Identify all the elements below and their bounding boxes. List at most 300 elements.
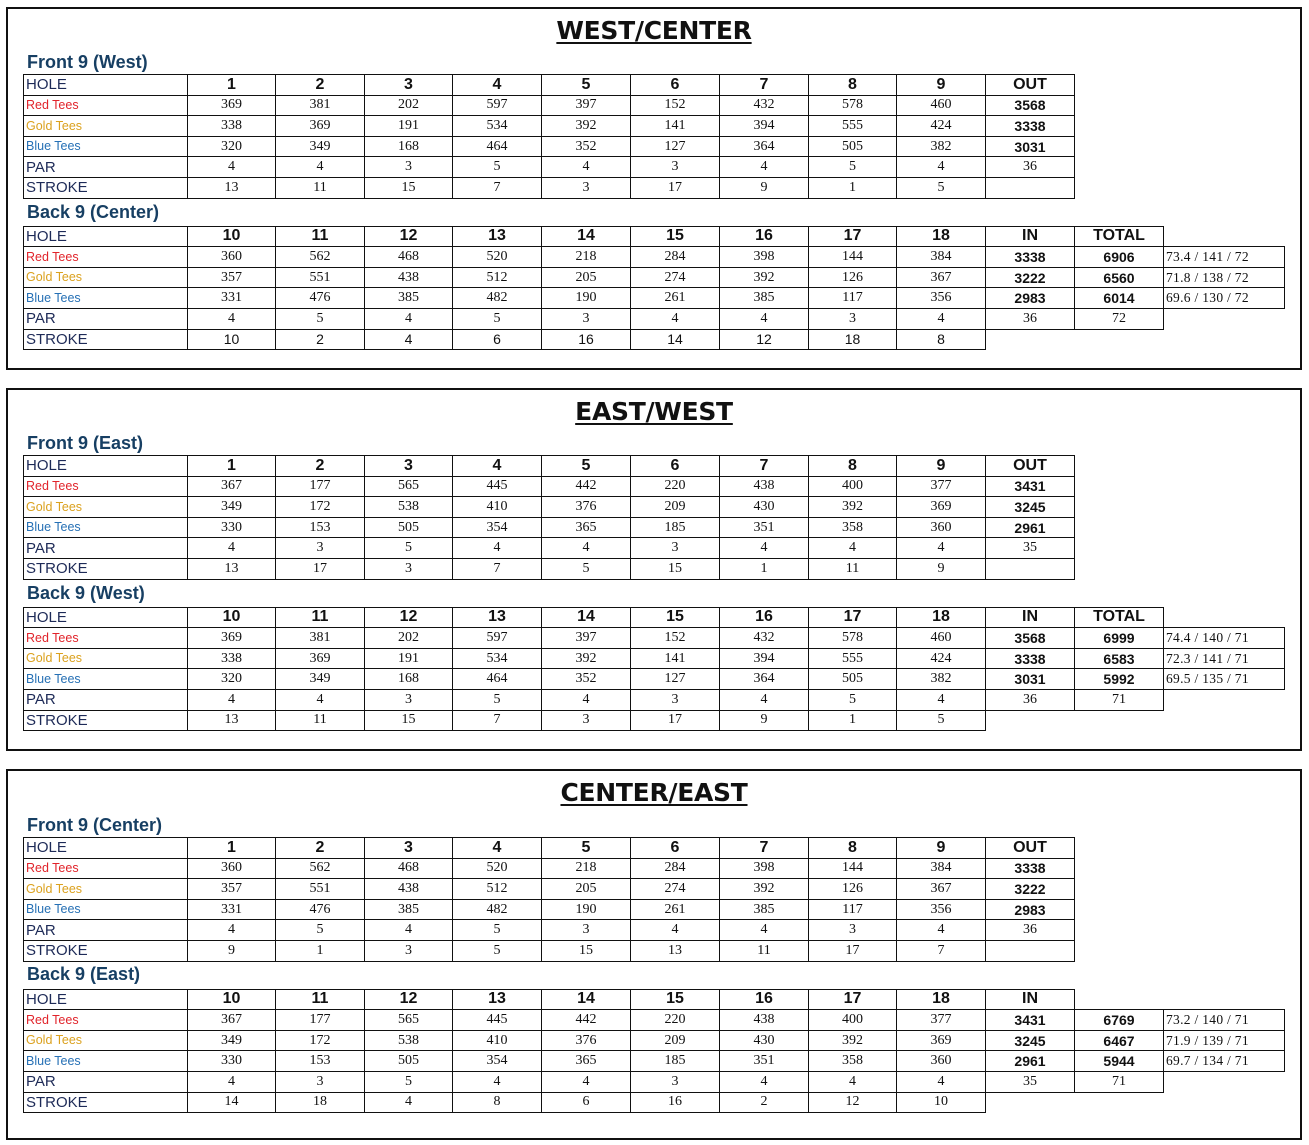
rating-header-empty [1164,226,1285,247]
par-cell: 4 [542,538,631,559]
par-cell: 4 [897,920,986,941]
par-cell: 4 [276,689,365,710]
par-row-label: PAR [24,1071,188,1092]
gold-cell: 369 [276,648,365,669]
gold-total: 3222 [986,267,1075,288]
red-cell: 381 [276,628,365,649]
stroke-cell: 18 [276,1092,365,1113]
red-grand-total: 6769 [1075,1010,1164,1031]
stroke-cell: 9 [188,940,276,961]
stroke-cell: 16 [631,1092,720,1113]
gold-cell: 538 [365,497,453,518]
blue-row-label: Blue Tees [24,288,188,309]
empty [1164,940,1285,961]
red-cell: 177 [276,476,365,497]
hole-number: 10 [188,226,276,247]
red-cell: 438 [720,476,809,497]
par-cell: 5 [453,689,542,710]
hole-number: 1 [188,75,276,96]
par-cell: 4 [897,538,986,559]
gold-cell: 367 [897,879,986,900]
blue-cell: 358 [809,517,897,538]
scorecard-east-west [6,388,1302,751]
empty [1164,538,1285,559]
total-header: IN [986,989,1075,1010]
gold-cell: 376 [542,497,631,518]
par-cell: 3 [365,689,453,710]
empty [1164,1092,1285,1113]
par-cell: 4 [720,308,809,329]
front-stroke-row [24,558,1285,579]
stroke-cell: 1 [809,177,897,198]
blue-cell: 185 [631,1051,720,1072]
blue-cell: 117 [809,288,897,309]
gold-rating: 71.8 / 138 / 72 [1164,267,1285,288]
front-par-row [24,157,1285,178]
blue-row-label: Blue Tees [24,136,188,157]
gold-cell: 410 [453,1030,542,1051]
stroke-cell: 13 [631,940,720,961]
red-cell: 284 [631,858,720,879]
section-title-back: Back 9 (East) [27,964,141,984]
empty [1164,116,1285,137]
red-cell: 432 [720,628,809,649]
par-cell: 5 [453,308,542,329]
back-hole-row [24,226,1285,247]
gold-grand-total: 6467 [1075,1030,1164,1051]
hole-number: 11 [276,989,365,1010]
blue-row-label: Blue Tees [24,1051,188,1072]
empty [1164,177,1285,198]
gold-total: 3338 [986,648,1075,669]
hole-number: 4 [453,75,542,96]
back-gold-row [24,267,1285,288]
par-total: 35 [986,538,1075,559]
total-header: OUT [986,838,1075,859]
stroke-cell: 16 [542,329,631,350]
stroke-cell: 7 [453,710,542,731]
gold-total: 3222 [986,879,1075,900]
scorecard-center-east [6,769,1302,1140]
stroke-cell: 14 [188,1092,276,1113]
card-title: WEST/CENTER [556,16,752,45]
empty [1075,476,1164,497]
stroke-cell: 4 [365,329,453,350]
hole-number: 6 [631,456,720,477]
blue-cell: 190 [542,899,631,920]
stroke-cell: 11 [276,177,365,198]
hole-number: 12 [365,607,453,628]
red-total: 3338 [986,247,1075,268]
gold-cell: 534 [453,116,542,137]
par-cell: 3 [276,538,365,559]
red-cell: 152 [631,628,720,649]
empty [1075,157,1164,178]
par-total: 36 [986,157,1075,178]
section-spacer [24,198,1285,226]
front-hole-row [24,456,1285,477]
stroke-cell: 17 [631,710,720,731]
hole-number: 16 [720,226,809,247]
blue-cell: 464 [453,136,542,157]
par-grand-total: 72 [1075,308,1164,329]
hole-number: 8 [809,456,897,477]
red-cell: 397 [542,95,631,116]
blue-rating: 69.6 / 130 / 72 [1164,288,1285,309]
stroke-cell: 7 [453,177,542,198]
gold-row-label: Gold Tees [24,267,188,288]
stroke-cell: 11 [809,558,897,579]
red-cell: 400 [809,476,897,497]
gold-cell: 392 [720,879,809,900]
par-cell: 4 [188,157,276,178]
hole-number: 13 [453,226,542,247]
empty [1164,1071,1285,1092]
gold-cell: 126 [809,879,897,900]
par-total: 35 [986,1071,1075,1092]
gold-cell: 394 [720,648,809,669]
empty [1075,879,1164,900]
red-cell: 218 [542,247,631,268]
par-cell: 4 [720,1071,809,1092]
stroke-cell: 14 [631,329,720,350]
red-cell: 578 [809,95,897,116]
red-cell: 468 [365,858,453,879]
red-cell: 432 [720,95,809,116]
gold-row-label: Gold Tees [24,497,188,518]
front-gold-row [24,879,1285,900]
par-cell: 3 [809,920,897,941]
back-red-row [24,247,1285,268]
gold-row-label: Gold Tees [24,116,188,137]
par-cell: 4 [188,1071,276,1092]
gold-cell: 274 [631,267,720,288]
stroke-cell: 6 [453,329,542,350]
par-row-label: PAR [24,157,188,178]
hole-number: 2 [276,838,365,859]
par-cell: 3 [276,1071,365,1092]
red-rating: 74.4 / 140 / 71 [1164,628,1285,649]
blue-total: 2961 [986,1051,1075,1072]
hole-number: 15 [631,226,720,247]
stroke-cell: 8 [453,1092,542,1113]
red-cell: 367 [188,1010,276,1031]
par-cell: 4 [188,920,276,941]
stroke-cell: 3 [365,558,453,579]
empty [1075,858,1164,879]
blue-total: 3031 [986,669,1075,690]
back-blue-row [24,1051,1285,1072]
red-grand-total: 6999 [1075,628,1164,649]
stroke-cell: 4 [365,1092,453,1113]
hole-number: 16 [720,607,809,628]
gold-cell: 538 [365,1030,453,1051]
hole-number: 9 [897,75,986,96]
gold-cell: 369 [897,1030,986,1051]
par-row-label: PAR [24,920,188,941]
gold-total: 3245 [986,497,1075,518]
gold-cell: 438 [365,879,453,900]
gold-cell: 430 [720,497,809,518]
grand-total-header-empty [1075,989,1164,1010]
section-spacer [24,579,1285,607]
hole-number: 7 [720,838,809,859]
par-row-label: PAR [24,308,188,329]
front-blue-row [24,136,1285,157]
hole-row-label: HOLE [24,226,188,247]
gold-cell: 392 [809,497,897,518]
stroke-total-empty [986,558,1075,579]
blue-cell: 117 [809,899,897,920]
stroke-row-label: STROKE [24,177,188,198]
red-cell: 369 [188,95,276,116]
empty [1164,136,1285,157]
par-cell: 5 [453,920,542,941]
par-total: 36 [986,920,1075,941]
empty [1075,75,1164,96]
gold-cell: 274 [631,879,720,900]
red-cell: 562 [276,247,365,268]
red-cell: 578 [809,628,897,649]
hole-number: 2 [276,75,365,96]
red-cell: 377 [897,476,986,497]
hole-number: 1 [188,456,276,477]
blue-cell: 385 [365,899,453,920]
gold-row-label: Gold Tees [24,879,188,900]
blue-cell: 320 [188,669,276,690]
hole-number: 12 [365,226,453,247]
empty [1164,689,1285,710]
section-title-front: Front 9 (East) [27,433,144,453]
par-cell: 4 [897,689,986,710]
stroke-cell: 7 [453,558,542,579]
blue-cell: 349 [276,669,365,690]
par-total: 36 [986,689,1075,710]
empty [1164,558,1285,579]
blue-cell: 320 [188,136,276,157]
blue-cell: 356 [897,288,986,309]
empty [1075,456,1164,477]
red-cell: 398 [720,858,809,879]
blue-cell: 482 [453,288,542,309]
par-cell: 4 [276,157,365,178]
front-stroke-row [24,177,1285,198]
par-cell: 5 [809,157,897,178]
blue-row-label: Blue Tees [24,669,188,690]
stroke-cell: 9 [720,177,809,198]
back-par-row [24,689,1285,710]
empty [1075,329,1164,350]
gold-grand-total: 6560 [1075,267,1164,288]
gold-cell: 357 [188,267,276,288]
red-row-label: Red Tees [24,628,188,649]
par-cell: 3 [631,689,720,710]
stroke-cell: 12 [809,1092,897,1113]
empty [1075,116,1164,137]
hole-number: 17 [809,989,897,1010]
par-cell: 4 [897,308,986,329]
stroke-cell: 8 [897,329,986,350]
stroke-cell: 5 [897,710,986,731]
red-cell: 220 [631,1010,720,1031]
section-title-back: Back 9 (West) [27,583,145,603]
hole-number: 6 [631,75,720,96]
hole-number: 12 [365,989,453,1010]
blue-cell: 261 [631,899,720,920]
blue-cell: 331 [188,288,276,309]
blue-cell: 364 [720,669,809,690]
gold-cell: 191 [365,648,453,669]
hole-number: 3 [365,838,453,859]
par-cell: 4 [720,920,809,941]
gold-cell: 424 [897,648,986,669]
blue-grand-total: 6014 [1075,288,1164,309]
par-cell: 4 [720,157,809,178]
back-stroke-row [24,710,1285,731]
hole-number: 6 [631,838,720,859]
gold-cell: 551 [276,267,365,288]
par-cell: 3 [809,308,897,329]
gold-cell: 392 [542,116,631,137]
par-cell: 5 [276,920,365,941]
gold-cell: 410 [453,497,542,518]
red-cell: 445 [453,1010,542,1031]
hole-number: 17 [809,607,897,628]
gold-total: 3245 [986,1030,1075,1051]
stroke-cell: 17 [809,940,897,961]
stroke-cell: 1 [276,940,365,961]
hole-number: 8 [809,75,897,96]
par-cell: 5 [365,1071,453,1092]
back-par-row [24,308,1285,329]
grand-total-header: TOTAL [1075,607,1164,628]
section-title-back: Back 9 (Center) [27,202,160,222]
blue-row-label: Blue Tees [24,899,188,920]
blue-cell: 476 [276,288,365,309]
gold-cell: 376 [542,1030,631,1051]
par-row-label: PAR [24,689,188,710]
blue-cell: 349 [276,136,365,157]
back-blue-row [24,669,1285,690]
par-cell: 5 [809,689,897,710]
blue-cell: 354 [453,1051,542,1072]
gold-cell: 392 [542,648,631,669]
par-grand-total: 71 [1075,1071,1164,1092]
blue-cell: 505 [809,136,897,157]
blue-cell: 330 [188,517,276,538]
blue-cell: 464 [453,669,542,690]
red-cell: 202 [365,95,453,116]
empty [1164,456,1285,477]
back-par-row [24,1071,1285,1092]
hole-number: 15 [631,607,720,628]
empty [1075,710,1164,731]
total-header: IN [986,226,1075,247]
par-cell: 4 [809,538,897,559]
empty [1164,710,1285,731]
par-cell: 3 [542,308,631,329]
back-red-row [24,628,1285,649]
hole-number: 9 [897,456,986,477]
par-cell: 4 [188,538,276,559]
hole-row-label: HOLE [24,456,188,477]
blue-cell: 358 [809,1051,897,1072]
hole-number: 3 [365,456,453,477]
par-cell: 5 [276,308,365,329]
red-cell: 369 [188,628,276,649]
empty [1075,899,1164,920]
blue-total: 2961 [986,517,1075,538]
blue-cell: 385 [720,899,809,920]
empty [1075,838,1164,859]
hole-number: 4 [453,838,542,859]
blue-cell: 385 [720,288,809,309]
gold-cell: 394 [720,116,809,137]
red-cell: 597 [453,628,542,649]
gold-cell: 555 [809,116,897,137]
blue-grand-total: 5944 [1075,1051,1164,1072]
stroke-cell: 13 [188,558,276,579]
back-red-row [24,1010,1285,1031]
stroke-cell: 11 [276,710,365,731]
gold-cell: 512 [453,879,542,900]
red-cell: 442 [542,1010,631,1031]
red-cell: 220 [631,476,720,497]
empty [1164,517,1285,538]
gold-cell: 357 [188,879,276,900]
par-total: 36 [986,308,1075,329]
gold-cell: 126 [809,267,897,288]
hole-number: 18 [897,607,986,628]
front-gold-row [24,497,1285,518]
stroke-cell: 13 [188,710,276,731]
empty [1075,558,1164,579]
par-cell: 3 [365,157,453,178]
stroke-cell: 12 [720,329,809,350]
stroke-cell: 5 [542,558,631,579]
red-cell: 460 [897,95,986,116]
hole-number: 13 [453,989,542,1010]
par-cell: 4 [542,157,631,178]
gold-cell: 172 [276,1030,365,1051]
red-cell: 152 [631,95,720,116]
front-red-row [24,476,1285,497]
blue-cell: 127 [631,136,720,157]
stroke-cell: 1 [809,710,897,731]
gold-cell: 367 [897,267,986,288]
gold-cell: 349 [188,1030,276,1051]
empty [1075,920,1164,941]
gold-cell: 141 [631,648,720,669]
par-cell: 4 [720,689,809,710]
front-par-row [24,538,1285,559]
blue-cell: 505 [365,1051,453,1072]
hole-number: 13 [453,607,542,628]
hole-number: 11 [276,607,365,628]
stroke-cell: 9 [897,558,986,579]
stroke-row-label: STROKE [24,940,188,961]
front-hole-row [24,75,1285,96]
blue-cell: 190 [542,288,631,309]
stroke-total-empty [986,710,1075,731]
gold-cell: 205 [542,879,631,900]
stroke-total-empty [986,1092,1075,1113]
par-cell: 4 [809,1071,897,1092]
red-cell: 520 [453,247,542,268]
red-cell: 384 [897,247,986,268]
red-cell: 468 [365,247,453,268]
hole-number: 8 [809,838,897,859]
